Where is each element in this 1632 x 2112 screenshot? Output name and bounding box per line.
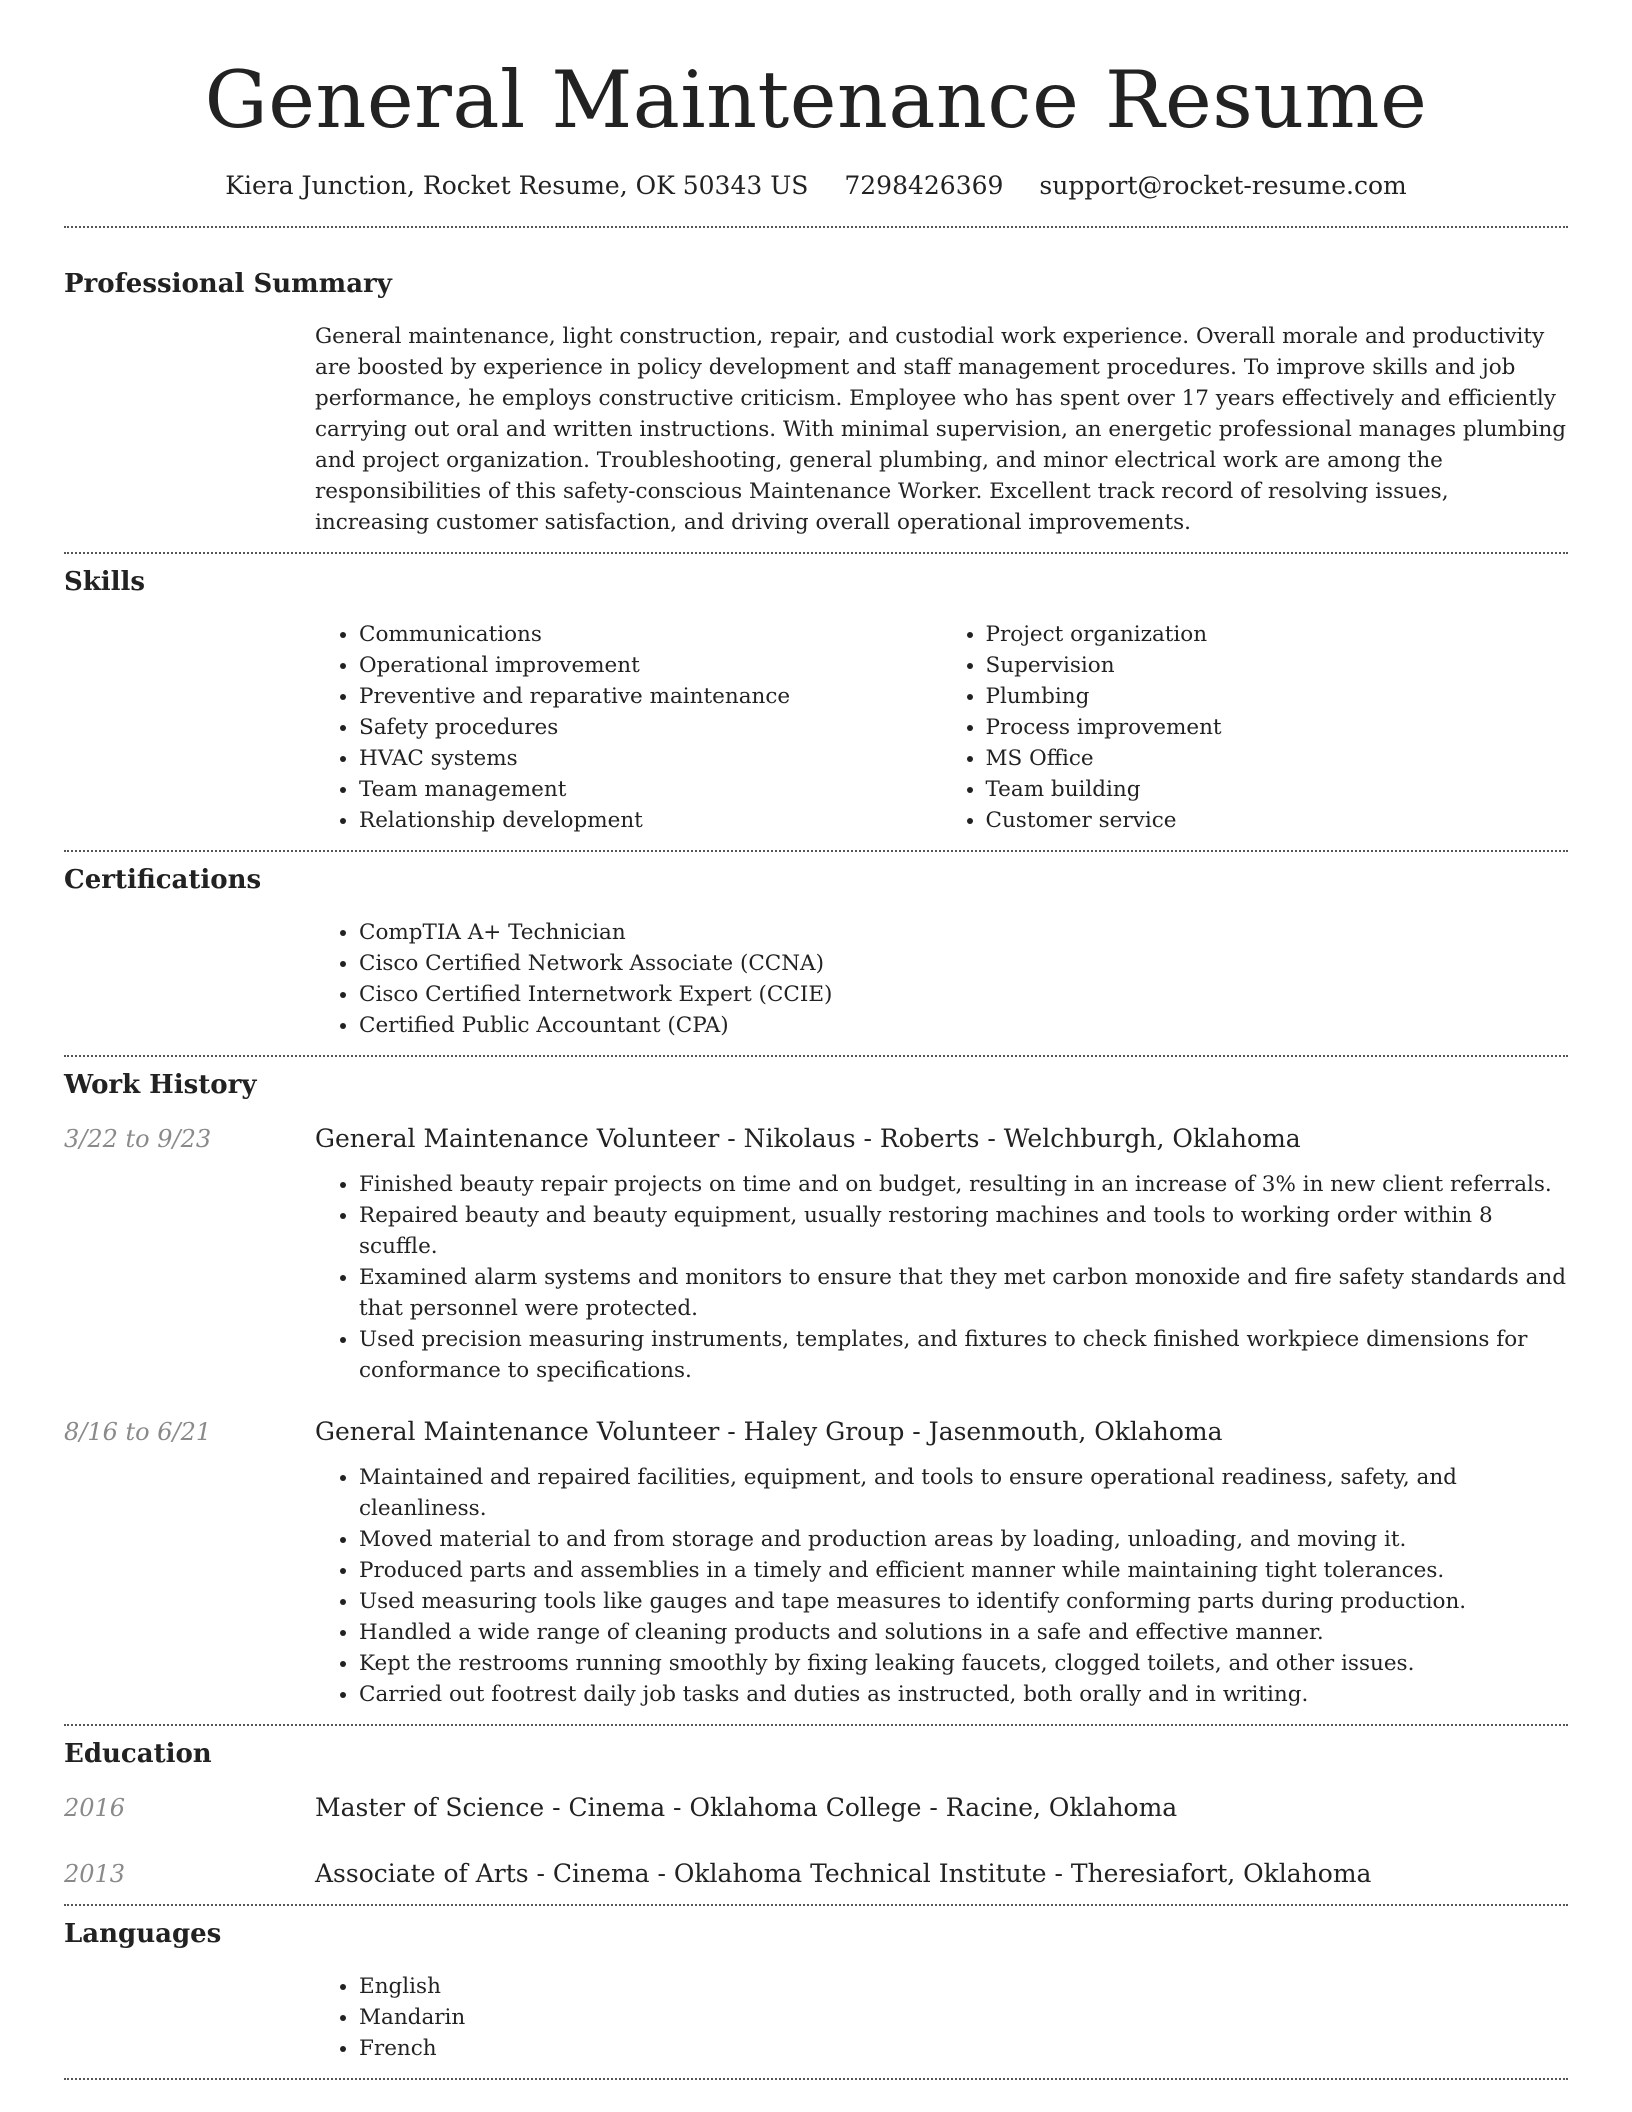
job-entry bbox=[64, 1416, 1568, 1448]
languages-list bbox=[315, 1971, 1568, 2064]
contact-address: Kiera Junction, Rocket Resume, OK 50343 US bbox=[225, 171, 809, 200]
list-item: • Supervision bbox=[986, 650, 1569, 681]
skills-list-right bbox=[942, 619, 1569, 836]
list-item: • Project organization bbox=[986, 619, 1569, 650]
list-item: • Customer service bbox=[986, 805, 1569, 836]
certifications-section bbox=[64, 852, 1568, 1041]
skills-columns bbox=[315, 619, 1568, 836]
work-heading: Work History bbox=[64, 1070, 257, 1100]
list-item: • Process improvement bbox=[986, 712, 1569, 743]
list-item: • Maintained and repaired facilities, equipment, and tools to ensure operational readiness, safety, and cleanliness. bbox=[359, 1462, 1568, 1524]
contact-line bbox=[64, 170, 1568, 202]
job-bullet-list bbox=[315, 1169, 1568, 1386]
education-degree: Associate of Arts - Cinema - Oklahoma Technical Institute - Theresiafort, Oklahoma bbox=[315, 1859, 1372, 1888]
list-item: • Cisco Certified Network Associate (CCNA) bbox=[359, 948, 1568, 979]
job-dates: 3/22 to 9/23 bbox=[64, 1125, 212, 1153]
list-item: • Produced parts and assemblies in a timely and efficient manner while maintaining tight tolerances. bbox=[359, 1555, 1568, 1586]
education-heading: Education bbox=[64, 1739, 212, 1769]
list-item: • HVAC systems bbox=[359, 743, 942, 774]
list-item: • Examined alarm systems and monitors to ensure that they met carbon monoxide and fire safety standards and that personnel were protected. bbox=[359, 1262, 1568, 1324]
divider bbox=[64, 2078, 1568, 2080]
skills-section bbox=[64, 554, 1568, 836]
list-item: • Team management bbox=[359, 774, 942, 805]
job-bullet-list bbox=[315, 1462, 1568, 1710]
languages-section bbox=[64, 1906, 1568, 2064]
education-section bbox=[64, 1726, 1568, 1890]
list-item: • Kept the restrooms running smoothly by fixing leaking faucets, clogged toilets, and other issues. bbox=[359, 1648, 1568, 1679]
list-item: • Mandarin bbox=[359, 2002, 1568, 2033]
job-title: General Maintenance Volunteer - Haley Group - Jasenmouth, Oklahoma bbox=[315, 1417, 1223, 1446]
certifications-list bbox=[315, 917, 1568, 1041]
list-item: • French bbox=[359, 2033, 1568, 2064]
job-bullets bbox=[315, 1462, 1568, 1710]
work-section bbox=[64, 1057, 1568, 1710]
list-item: • Relationship development bbox=[359, 805, 942, 836]
summary-text: General maintenance, light construction, repair, and custodial work experience. Overall morale and productivity are boosted by experience in policy development and staff management procedures. To improve skills and job performance, he employs constructive criticism. Employee who has spent over 17 years effectively and efficiently carrying out oral and written instructions. With minimal supervision, an energetic professional manages plumbing and project organization. Troubleshooting, general plumbing, and minor electrical work are among the responsibilities of this safety-conscious Maintenance Worker. Excellent track record of resolving issues, increasing customer satisfaction, and driving overall operational improvements. bbox=[315, 324, 1567, 535]
job-title: General Maintenance Volunteer - Nikolaus - Roberts - Welchburgh, Oklahoma bbox=[315, 1124, 1301, 1153]
list-item: • Handled a wide range of cleaning products and solutions in a safe and effective manner. bbox=[359, 1617, 1568, 1648]
certifications-body bbox=[315, 917, 1568, 1041]
certifications-heading: Certifications bbox=[64, 865, 262, 895]
list-item: • English bbox=[359, 1971, 1568, 2002]
list-item: • Preventive and reparative maintenance bbox=[359, 681, 942, 712]
contact-email: support@rocket-resume.com bbox=[1039, 171, 1407, 200]
list-item: • Safety procedures bbox=[359, 712, 942, 743]
list-item: • MS Office bbox=[986, 743, 1569, 774]
list-item: • Certified Public Accountant (CPA) bbox=[359, 1010, 1568, 1041]
list-item: • Moved material to and from storage and production areas by loading, unloading, and moving it. bbox=[359, 1524, 1568, 1555]
list-item: • Used measuring tools like gauges and tape measures to identify conforming parts during production. bbox=[359, 1586, 1568, 1617]
job-entry bbox=[64, 1123, 1568, 1155]
summary-section bbox=[64, 228, 1568, 538]
languages-heading: Languages bbox=[64, 1919, 222, 1949]
list-item: • Plumbing bbox=[986, 681, 1569, 712]
list-item: • Cisco Certified Internetwork Expert (CCIE) bbox=[359, 979, 1568, 1010]
job-dates: 8/16 to 6/21 bbox=[64, 1418, 212, 1446]
education-entry bbox=[64, 1792, 1568, 1824]
education-entry bbox=[64, 1858, 1568, 1890]
list-item: • Operational improvement bbox=[359, 650, 942, 681]
list-item: • Carried out footrest daily job tasks and duties as instructed, both orally and in writing. bbox=[359, 1679, 1568, 1710]
list-item: • Communications bbox=[359, 619, 942, 650]
job-bullets bbox=[315, 1169, 1568, 1386]
skills-heading: Skills bbox=[64, 567, 146, 597]
resume-title: General Maintenance Resume bbox=[204, 54, 1428, 146]
list-item: • Used precision measuring instruments, templates, and fixtures to check finished workpiece dimensions for conformance to specifications. bbox=[359, 1324, 1568, 1386]
contact-phone: 7298426369 bbox=[844, 171, 1004, 200]
skills-list-left bbox=[315, 619, 942, 836]
education-year: 2013 bbox=[64, 1860, 126, 1888]
education-year: 2016 bbox=[64, 1794, 126, 1822]
summary-heading: Professional Summary bbox=[64, 269, 392, 299]
list-item: • Finished beauty repair projects on time and on budget, resulting in an increase of 3% in new client referrals. bbox=[359, 1169, 1568, 1200]
list-item: • Team building bbox=[986, 774, 1569, 805]
education-degree: Master of Science - Cinema - Oklahoma College - Racine, Oklahoma bbox=[315, 1793, 1178, 1822]
list-item: • Repaired beauty and beauty equipment, usually restoring machines and tools to working order within 8 scuffle. bbox=[359, 1200, 1568, 1262]
languages-body bbox=[315, 1971, 1568, 2064]
list-item: • CompTIA A+ Technician bbox=[359, 917, 1568, 948]
